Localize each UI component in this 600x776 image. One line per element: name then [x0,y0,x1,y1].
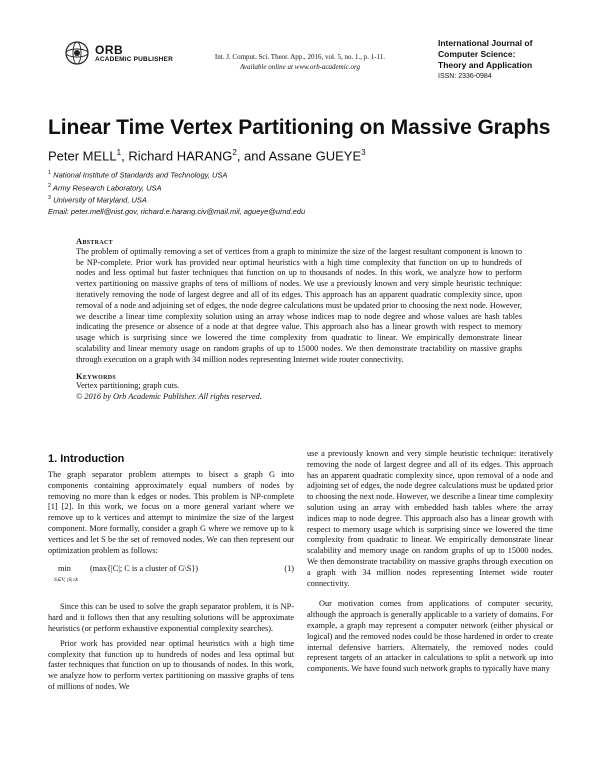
author-separator: , [121,148,129,164]
logo-text-bottom: ACADEMIC PUBLISHER [95,56,173,63]
affiliation [48,168,305,181]
author-sup: 3 [361,148,366,157]
author-sup: 2 [232,148,237,157]
keywords-text: Vertex partitioning; graph cuts. [76,381,180,391]
author-separator: , and [236,148,269,164]
copyright-line: © 2016 by Orb Academic Publisher. All rights reserved. [76,392,262,402]
abstract-text: The problem of optimally removing a set of vertices from a graph to minimize the size of the largest resultant component is known to be NP-complete. Prior work has provided near optimal heuristics with a high time complexity that function on up to hundreds of nodes and less optimal but faster techniques that function on up to thousands of nodes. In this work, we analyze how to perform vertex partitioning on massive graphs of tens of millions of nodes. We use a previously known and very simple heuristic technique: iteratively removing the node of largest degree and all of its edges. This approach has an apparent quadratic complexity since, upon removal of a node and adjoining set of edges, the node degree calculations must be updated prior to choosing the next node. However, we describe a linear time complexity solution using an array whose indices map to node degree and whose values are hash tables indicating the presence or absence of a node at that degree value. This approach also has a linear growth with respect to memory usage which is surprising since we lowered the time complexity from quadratic to linear. We empirically demonstrate linear scalability and linear memory usage on random graphs of up to 15000 nodes. We then demonstrate tractability on massive graphs through execution on a graph with 34 million nodes representing Internet wide router connectivity. [76,246,522,364]
affiliation-sup: 1 [48,170,52,176]
affiliation-sup: 2 [48,182,52,189]
equation-subscript: S⊆V, |S|≤k [54,577,78,584]
paragraph: The graph separator problem attempts to bisect a graph G into components containing approximately equal numbers of nodes by removing no more than k edges or nodes. This problem is NP-complete [1] [2]. In this work, we focus on a more general variant where we remove up to k vertices and attempt to minimize the size of the largest component. More formally, consider a graph G where we remove up to k vertices and let S be the set of removed nodes. We can then represent our optimization problem as follows: [48,470,294,555]
section-heading: 1. Introduction [48,453,125,465]
affiliation-text: University of Maryland, USA [53,195,147,205]
paper-title: Linear Time Vertex Partitioning on Massive Graphs [48,116,551,139]
issn: ISSN: 2336-0984 [438,73,492,80]
right-column [307,449,553,679]
author-name: Peter MELL [48,148,117,164]
author-name: Assane GUEYE [268,148,362,164]
affiliation-text: Army Research Laboratory, USA [52,183,162,192]
journal-info [438,38,558,82]
affiliation-text: National Institute of Standards and Technology, USA [53,170,228,180]
affiliations [48,168,305,217]
journal-name-line3: Theory and Application [438,60,533,70]
author-list [48,148,366,163]
affiliation-sup: 3 [48,195,52,201]
logo-text-top: ORB [95,43,124,57]
equation-number: (1) [284,564,294,574]
orb-logo-icon [62,40,92,66]
keywords-heading: Keywords [76,370,117,381]
equation-1 [48,562,294,594]
journal-name-line2: Computer Science: [438,49,516,59]
citation-block [200,52,400,72]
abstract-heading: Abstract [76,236,113,246]
available-online-line: Available online at www.orb-academic.org [240,63,360,71]
equation-body: (max{|C|; C is a cluster of G\S}) [90,564,199,574]
paragraph: Our motivation comes from applications of computer security, although the approach is generally applicable to a variety of domains. For example, a graph may represent a computer network (either physical or logical) and the removed nodes could be those hardened in order to create internal defensive barriers. Alternately, the removed nodes could represent targets of an attacker in calculations to split a network up into components. We have found such network graphs to typically have many [307,599,553,674]
paragraph: Since this can be used to solve the graph separator problem, it is NP-hard and it follows then that any resulting solutions will be approximate heuristics (or perform exhaustive exponential complexity searches). [48,602,294,633]
author-sup: 1 [116,148,122,157]
publisher-logo [62,40,172,68]
equation-min: min [58,564,71,574]
author-name: Richard HARANG [128,148,233,164]
citation-line: Int. J. Comput. Sci. Theor. App., 2016, vol. 5, no. 1., p. 1-11. [214,53,386,61]
journal-name-line1: International Journal of [438,38,533,48]
affiliation [48,181,305,194]
email-line: Email: peter.mell@nist.gov, richard.e.harang.civ@mail.mil, agueye@umd.edu [48,206,306,216]
affiliation [48,193,305,206]
paragraph: use a previously known and very simple heuristic technique: iteratively removing the node of largest degree and all of its edges. This approach has an apparent quadratic complexity since, upon removal of a node and adjoining set of edges, the node degree calculations must be updated prior to choosing the next node. However, we describe a linear time complexity solution using an array with embedded hash tables where the array indices map to node degree. This approach also has a linear growth with respect to memory usage which is surprising since we lowered the time complexity from quadratic to linear. We empirically demonstrate linear scalability and memory usage on random graphs of up to 15000 nodes. We then demonstrate tractability on massive graphs through execution on a graph with 34 million nodes representing Internet wide router connectivity. [307,449,553,588]
paragraph: Prior work has provided near optimal heuristics with a high time complexity that function up to hundreds of nodes and less optimal but faster techniques that function on up to thousands of nodes. In this work, we analyze how to perform vertex partitioning on massive graphs of tens of millions of nodes. We [48,638,294,691]
left-column [48,470,294,697]
abstract-block [76,236,522,403]
